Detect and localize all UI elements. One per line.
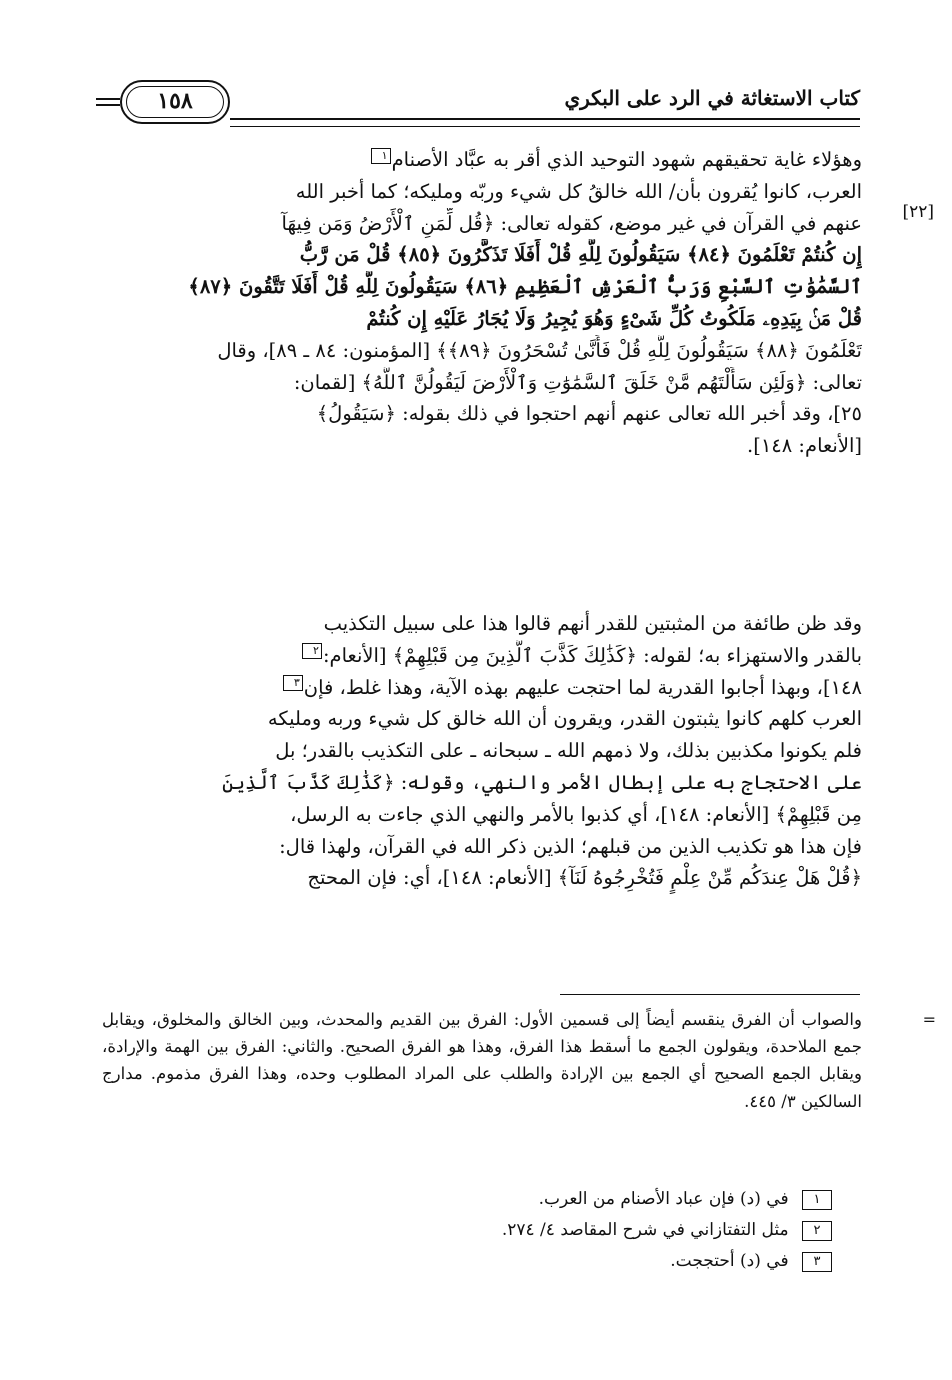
text-line: عنهم في القرآن في غير موضع، كقوله تعالى: ﴿قُل لِّمَنِ ٱلْأَرْضُ وَمَن فِيهَآ xyxy=(281,211,862,235)
footnote-number: ٢ xyxy=(802,1221,832,1241)
footnote-text: في (د) فإن عباد الأصنام من العرب. xyxy=(538,1189,789,1209)
text-line: مِن قَبْلِهِمْ﴾ [الأنعام: ١٤٨]، أي كذبوا بالأمر والنهي الذي جاءت به الرسل، xyxy=(290,802,862,826)
paragraph-1 xyxy=(102,144,862,462)
text-line: تَعْلَمُونَ ﴿٨٨﴾ سَيَقُولُونَ لِلَّهِ قُلْ فَأَنَّىٰ تُسْحَرُونَ ﴿٨٩﴾﴾ [المؤمنون: ٨٤ ـ ٨٩]، وقال xyxy=(217,338,862,362)
text-line: ١٤٨]، وبهذا أجابوا القدرية لما احتجت عليهم بهذه الآية، وهذا غلط، فإن٣ xyxy=(102,672,862,704)
footnote-list xyxy=(132,1184,832,1277)
footnote-separator xyxy=(560,994,860,995)
text-line: العرب، كانوا يُقرون بأن/ الله خالقُ كل شيء وربّه ومليكه؛ كما أخبر الله xyxy=(295,179,862,203)
continuation-marker: = xyxy=(922,1010,936,1029)
text-line: [الأنعام: ١٤٨]. xyxy=(747,434,862,458)
header-rule-right xyxy=(230,118,860,127)
text-line: على الاحتجاج به على إبطال الأمر والنهي، وقوله: ﴿كَذَٰلِكَ كَذَّبَ ٱلَّذِينَ xyxy=(222,770,862,794)
footnote-ref-3[interactable]: ٣ xyxy=(283,675,303,691)
paragraph-2 xyxy=(102,608,862,894)
text-line: ٢٥]، وقد أخبر الله تعالى عنهم أنهم احتجوا في ذلك بقوله: ﴿سَيَقُولُ﴾ xyxy=(316,402,862,426)
text-line: ﴿قُلْ هَلْ عِندَكُم مِّنْ عِلْمٍ فَتُخْرِجُوهُ لَنَآ﴾ [الأنعام: ١٤٨]، أي: فإن المحتج xyxy=(307,866,862,890)
running-title: كتاب الاستغاثة في الرد على البكري xyxy=(564,86,860,110)
text-line: وهؤلاء غاية تحقيقهم شهود التوحيد الذي أقر به عبَّاد الأصنام١ xyxy=(102,144,862,176)
footnote-number: ٣ xyxy=(802,1252,832,1272)
footnote-ref-1[interactable]: ١ xyxy=(371,148,391,164)
text-line: العرب كلهم كانوا يثبتون القدر، ويقرون أن الله خالق كل شيء وربه ومليكه xyxy=(267,707,862,731)
footnote-ref-2[interactable]: ٢ xyxy=(302,643,322,659)
page-number-frame xyxy=(120,80,230,124)
page-number: ١٥٨ xyxy=(157,88,193,114)
text-line: فلم يكونوا مكذبين بذلك، ولا ذمهم الله ـ سبحانه ـ على التكذيب بالقدر؛ بل xyxy=(275,739,862,763)
footnote-continuation: والصواب أن الفرق ينقسم أيضاً إلى قسمين الأول: الفرق بين القديم والمحدث، وبين الخالق والمخلوق، ويقابل جمع الملاحدة، ويقولون الجمع ما أسقط هذا الفرق، وهذا هو الفرق الصحيح. والثاني: الفرق بين الهمة والإرادة، ويقابل الجمع الصحيح أي الجمع بين الإرادة والطلب على المراد المطلوب وحده، وهذا الفرق مذموم. مدارج السالكين ٣/ ٤٤٥. xyxy=(102,1010,862,1111)
footnote-text: مثل التفتازاني في شرح المقاصد ٤/ ٢٧٤. xyxy=(501,1220,789,1240)
text-line: فإن هذا هو تكذيب الذين من قبلهم؛ الذين ذكر الله في القرآن، ولهذا قال: xyxy=(279,834,862,858)
header-rule-left xyxy=(96,98,120,106)
footnote-number: ١ xyxy=(802,1190,832,1210)
footnote-text: في (د) أحتججت. xyxy=(670,1251,789,1271)
page-header xyxy=(100,80,860,138)
manuscript-page-marker: [٢٢] xyxy=(902,202,934,222)
quran-line: ٱلسَّمَٰوَٰتِ ٱلسَّبْعِ وَرَبُّ ٱلْعَرْشِ ٱلْعَظِيمِ ﴿٨٦﴾ سَيَقُولُونَ لِلَّهِ قُلْ أَفَلَا تَتَّقُونَ ﴿٨٧﴾ xyxy=(188,275,862,299)
text-line: وقد ظن طائفة من المثبتين للقدر أنهم قالوا هذا على سبيل التكذيب xyxy=(323,612,862,635)
footnote-item xyxy=(132,1246,832,1277)
footnote-item xyxy=(132,1184,832,1215)
footnote-item xyxy=(132,1215,832,1246)
text-line: بالقدر والاستهزاء به؛ لقوله: ﴿كَذَٰلِكَ كَذَّبَ ٱلَّذِينَ مِن قَبْلِهِمْ﴾ [الأنعام:٢ xyxy=(102,640,862,672)
text-line: تعالى: ﴿وَلَئِن سَأَلْتَهُم مَّنْ خَلَقَ ٱلسَّمَٰوَٰتِ وَٱلْأَرْضَ لَيَقُولُنَّ ٱللَّهُ﴾ [لقمان: xyxy=(293,370,862,394)
quran-line: إِن كُنتُمْ تَعْلَمُونَ ﴿٨٤﴾ سَيَقُولُونَ لِلَّهِ قُلْ أَفَلَا تَذَكَّرُونَ ﴿٨٥﴾ قُلْ مَن رَّبُّ xyxy=(299,243,862,267)
quran-line: قُلْ مَنۢ بِيَدِهِۦ مَلَكُوتُ كُلِّ شَىْءٍ وَهُوَ يُجِيرُ وَلَا يُجَارُ عَلَيْهِ إِن كُنتُمْ xyxy=(366,306,862,330)
